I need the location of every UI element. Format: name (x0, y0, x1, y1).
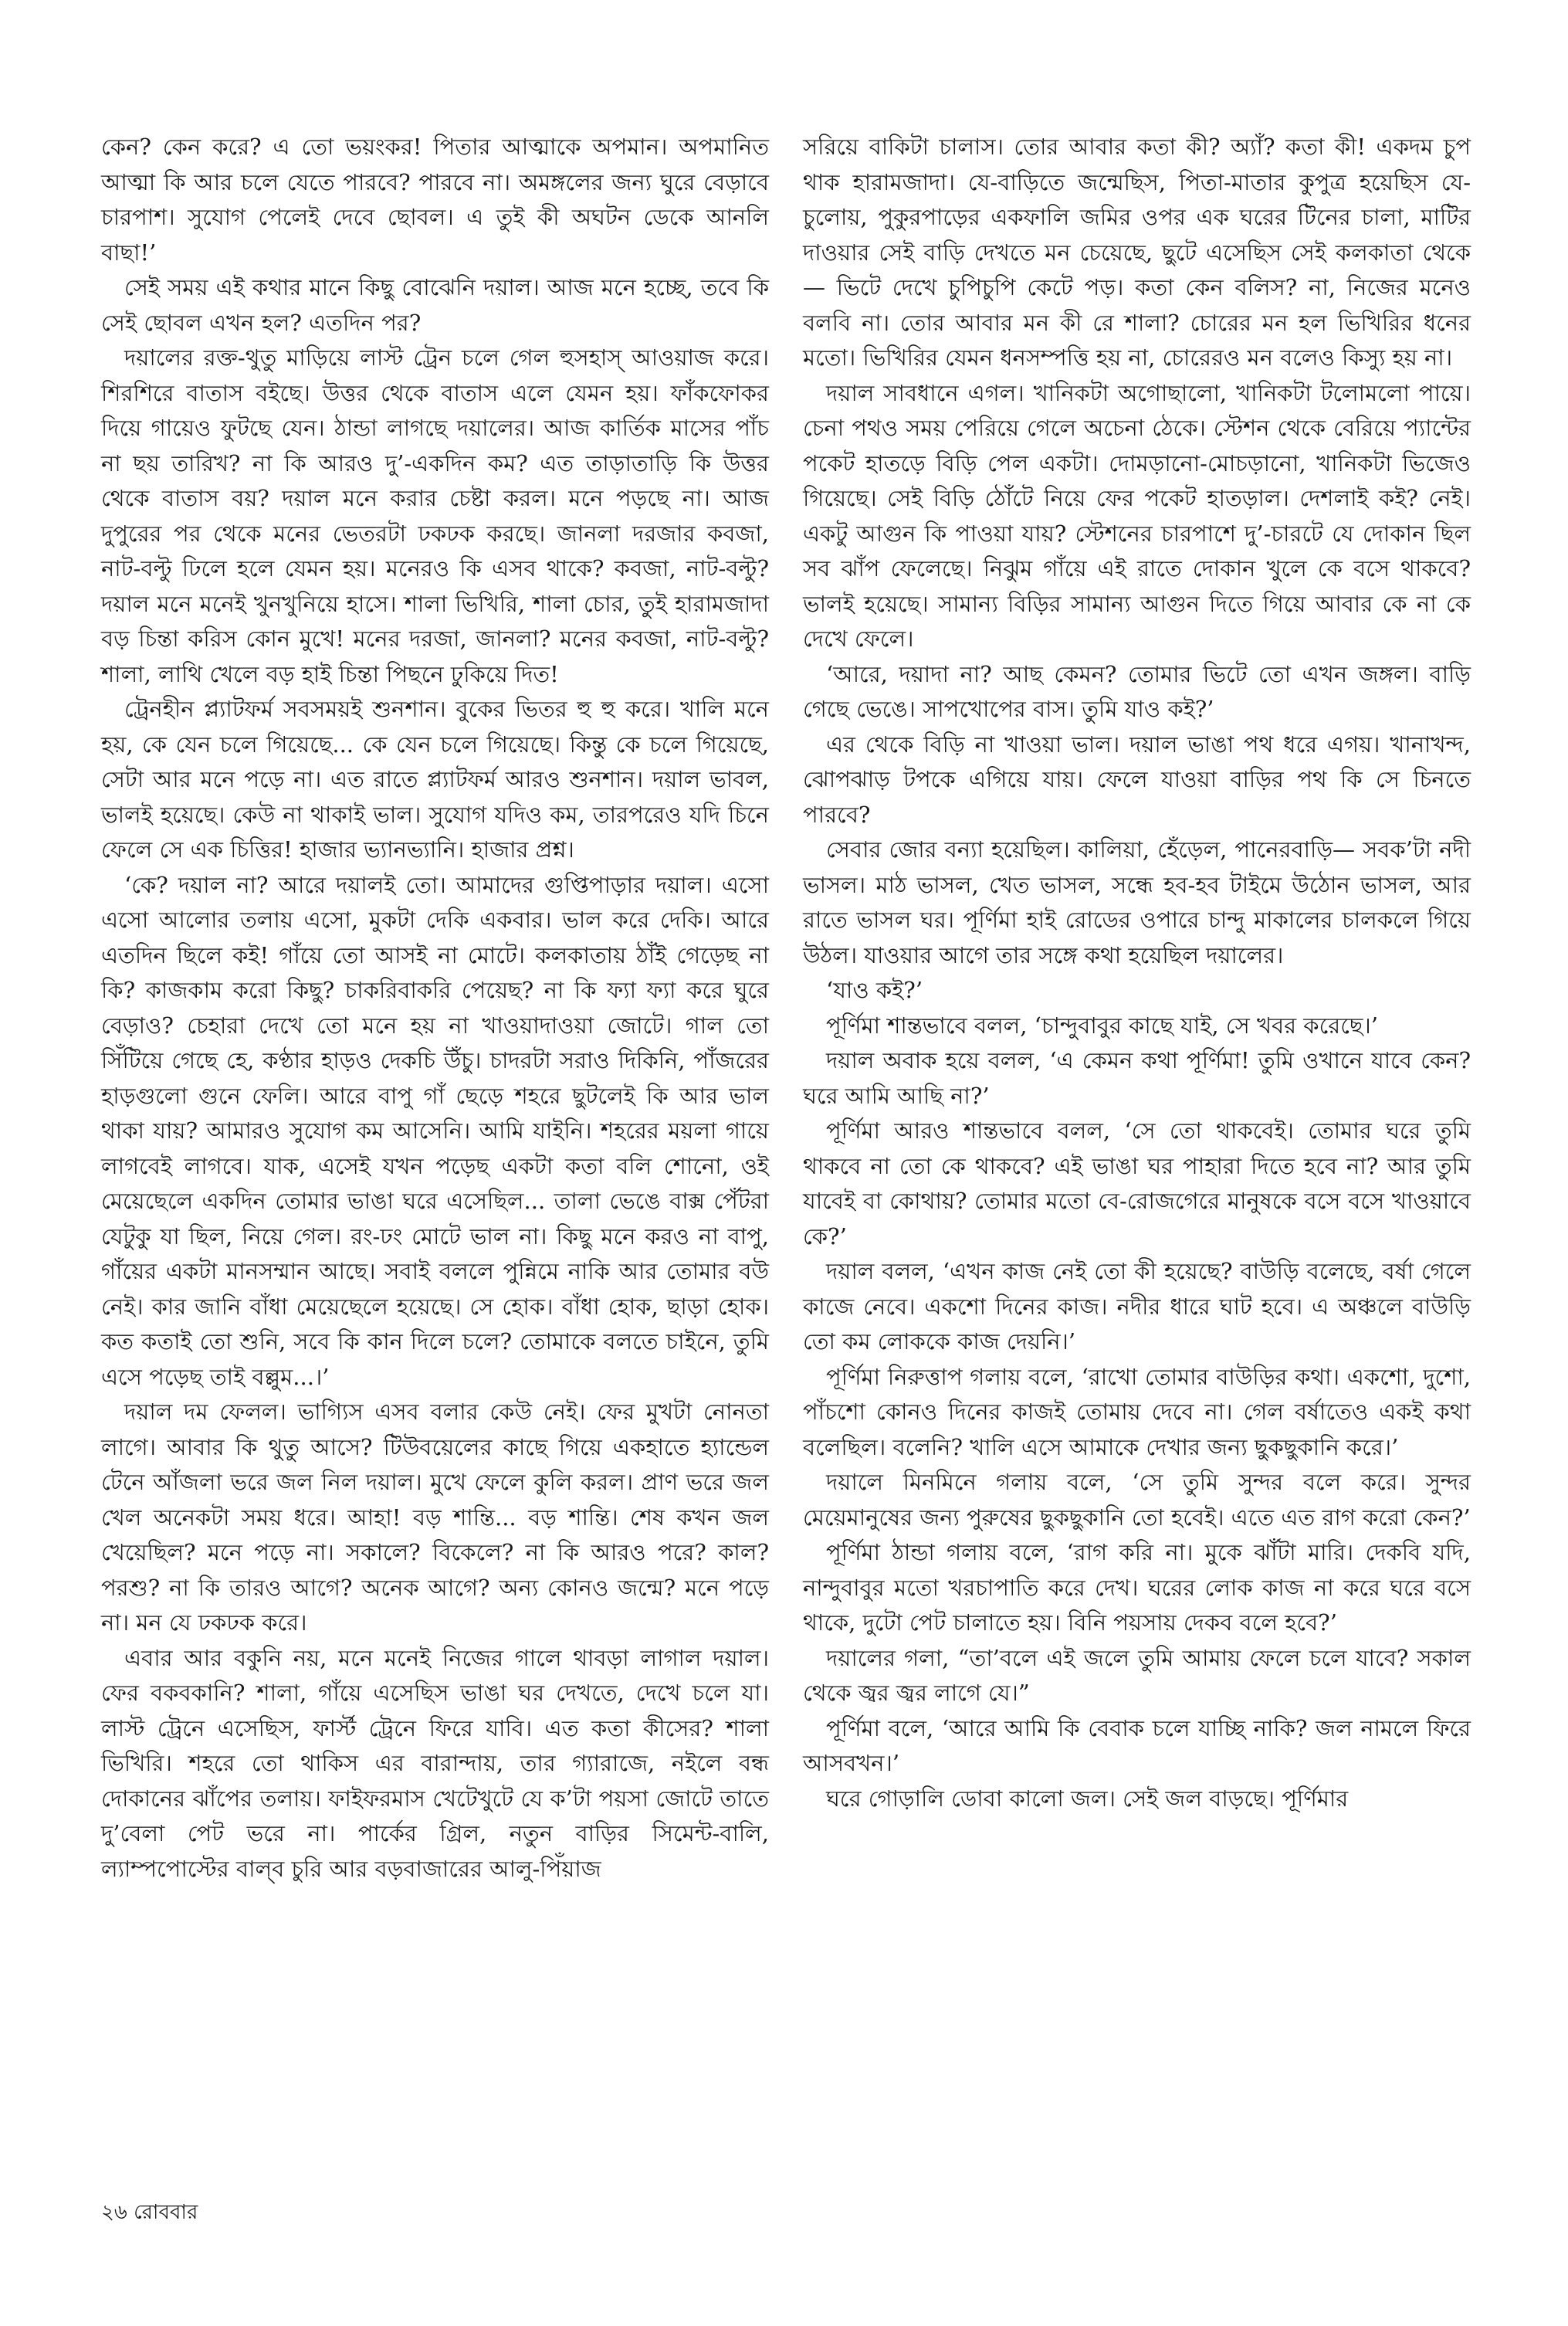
paragraph: দয়ালে মিনমিনে গলায় বলে, ‘সে তুমি সুন্দর বলে করে। সুন্দর মেয়েমানুষের জন্য পুরুষের ছুকছুকানি তো হবেই। এতে এত রাগ করো কেন?’ (803, 1469, 1471, 1531)
paragraph: সেই সময় এই কথার মানে কিছু বোঝেনি দয়াল। আজ মনে হচ্ছে, তবে কি সেই ছোবল এখন হল? এতদিন পর? (101, 274, 769, 336)
right-text-column (803, 130, 1471, 1816)
paragraph: দয়াল অবাক হয়ে বলল, ‘এ কেমন কথা পূর্ণিমা! তুমি ওখানে যাবে কেন? ঘরে আমি আছি না?’ (803, 1047, 1471, 1109)
paragraph: পূর্ণিমা ঠান্ডা গলায় বলে, ‘রাগ করি না। মুকে ঝাঁটা মারি। দেকবি যদি, নান্দুবাবুর মতো খরচাপাতি করে দেখ। ঘরের লোক কাজ না করে ঘরে বসে থাকে, দুটো পেট চালাতে হয়। বিনি পয়সায় দেকব বলে হবে?’ (803, 1539, 1471, 1636)
paragraph: ঘরে গোড়ালি ডোবা কালো জল। সেই জল বাড়ছে। পূর্ণিমার (826, 1785, 1349, 1812)
paragraph: পূর্ণিমা নিরুত্তাপ গলায় বলে, ‘রাখো তোমার বাউড়ির কথা। একশো, দুশো, পাঁচশো কোনও দিনের কাজই তোমায় দেবে না। গেল বর্ষাতেও একই কথা বলেছিল। বলেনি? খালি এসে আমাকে দেখার জন্য ছুকছুকানি করে।’ (803, 1363, 1471, 1460)
paragraph: ‘কে? দয়াল না? আরে দয়ালই তো। আমাদের গুপ্তিপাড়ার দয়াল। এসো এসো আলোর তলায় এসো, মুকটা দেকি একবার। ভাল করে দেকি। আরে এতদিন ছিলে কই! গাঁয়ে তো আসই না মোটে। কলকাতায় ঠাঁই গেড়েছ না কি? কাজকাম করো কিছু? চাকরিবাকরি পেয়েছ? না কি ফ্যা ফ্যা করে ঘুরে বেড়াও? চেহারা দেখে তো মনে হয় না খাওয়াদাওয়া জোটে। গাল তো সিঁটিয়ে গেছে হে, কণ্ঠার হাড়ও দেকচি উঁচু। চাদরটা সরাও দিকিনি, পাঁজরের হাড়গুলো গুনে ফেলি। আরে বাপু গাঁ ছেড়ে শহরে ছুটলেই কি আর ভাল থাকা যায়? আমারও সুযোগ কম আসেনি। আমি যাইনি। শহরের ময়লা গায়ে লাগবেই লাগবে। যাক, এসেই যখন পড়েছ একটা কতা বলি শোনো, ওই মেয়েছেলে একদিন তোমার ভাঙা ঘরে এসেছিল... তালা ভেঙে বাক্স পেঁটরা যেটুকু যা ছিল, নিয়ে গেল। রং-ঢং মোটে ভাল না। কিছু মনে করও না বাপু, গাঁয়ের একটা মানসম্মান আছে। সবাই বললে পুন্নিমে নাকি আর তোমার বউ নেই। কার জানি বাঁধা মেয়েছেলে হয়েছে। সে হোক। বাঁধা হোক, ছাড়া হোক। কত কতাই তো শুনি, সবে কি কান দিলে চলে? তোমাকে বলতে চাইনে, তুমি এসে পড়েছ তাই বল্লুম...।’ (101, 871, 769, 1390)
paragraph: কেন? কেন করে? এ তো ভয়ংকর! পিতার আত্মাকে অপমান। অপমানিত আত্মা কি আর চলে যেতে পারবে? পারবে না। অমঙ্গলের জন্য ঘুরে বেড়াবে চারপাশ। সুযোগ পেলেই দেবে ছোবল। এ তুই কী অঘটন ডেকে আনলি বাছা!’ (101, 134, 769, 266)
left-text-column (101, 130, 769, 1887)
paragraph: দয়াল বলল, ‘এখন কাজ নেই তো কী হয়েছে? বাউড়ি বলেছে, বর্ষা গেলে কাজে নেবে। একশো দিনের কাজ। নদীর ধারে ঘাট হবে। এ অঞ্চলে বাউড়ি তো কম লোককে কাজ দেয়নি।’ (803, 1258, 1471, 1355)
paragraph: দয়াল দম ফেলল। ভাগ্যিস এসব বলার কেউ নেই। ফের মুখটা নোনতা লাগে। আবার কি থুতু আসে? টিউবয়েলের কাছে গিয়ে একহাতে হ্যান্ডেল টেনে আঁজলা ভরে জল নিল দয়াল। মুখে ফেলে কুলি করল। প্রাণ ভরে জল খেল অনেকটা সময় ধরে। আহা! বড় শান্তি... বড় শান্তি। শেষ কখন জল খেয়েছিল? মনে পড়ে না। সকালে? বিকেলে? না কি আরও পরে? কাল? পরশু? না কি তারও আগে? অনেক আগে? অন্য কোনও জন্মে? মনে পড়ে না। মন যে ঢকঢক করে। (101, 1399, 769, 1636)
paragraph: দয়ালের গলা, “তা’বলে এই জলে তুমি আমায় ফেলে চলে যাবে? সকাল থেকে জ্বর জ্বর লাগে যে।” (803, 1644, 1471, 1706)
paragraph: পূর্ণিমা বলে, ‘আরে আমি কি বেবাক চলে যাচ্ছি নাকি? জল নামলে ফিরে আসবখন।’ (803, 1714, 1471, 1776)
paragraph: ট্রেনহীন প্ল্যাটফর্ম সবসময়ই শুনশান। বুকের ভিতর হু হু করে। খালি মনে হয়, কে যেন চলে গিয়েছে... কে যেন চলে গিয়েছে। কিন্তু কে চলে গিয়েছে, সেটা আর মনে পড়ে না। এত রাতে প্ল্যাটফর্ম আরও শুনশান। দয়াল ভাবল, ভালই হয়েছে। কেউ না থাকাই ভাল। সুযোগ যদিও কম, তারপরেও যদি চিনে ফেলে সে এক চিত্তির! হাজার ভ্যানভ্যানি। হাজার প্রশ্ন। (101, 696, 769, 863)
paragraph: পূর্ণিমা আরও শান্তভাবে বলল, ‘সে তো থাকবেই। তোমার ঘরে তুমি থাকবে না তো কে থাকবে? এই ভাঙা ঘর পাহারা দিতে হবে না? আর তুমি যাবেই বা কোথায়? তোমার মতো বে-রোজগেরে মানুষকে বসে বসে খাওয়াবে কে?’ (803, 1117, 1471, 1249)
paragraph: দয়াল সাবধানে এগল। খানিকটা অগোছালো, খানিকটা টলোমলো পায়ে। চেনা পথও সময় পেরিয়ে গেলে অচেনা ঠেকে। স্টেশন থেকে বেরিয়ে প্যান্টের পকেট হাতড়ে বিড়ি পেল একটা। দোমড়ানো-মোচড়ানো, খানিকটা ভিজেও গিয়েছে। সেই বিড়ি ঠোঁটে নিয়ে ফের পকেট হাতড়াল। দেশলাই কই? নেই। একটু আগুন কি পাওয়া যায়? স্টেশনের চারপাশে দু’-চারটে যে দোকান ছিল সব ঝাঁপ ফেলেছে। নিঝুম গাঁয়ে এই রাতে দোকান খুলে কে বসে থাকবে? ভালই হয়েছে। সামান্য বিড়ির সামান্য আগুন দিতে গিয়ে আবার কে না কে দেখে ফেলে। (803, 379, 1471, 652)
paragraph: এবার আর বকুনি নয়, মনে মনেই নিজের গালে থাবড়া লাগাল দয়াল। ফের বকবকানি? শালা, গাঁয়ে এসেছিস ভাঙা ঘর দেখতে, দেখে চলে যা। লাস্ট ট্রেনে এসেছিস, ফার্স্ট ট্রেনে ফিরে যাবি। এত কতা কীসের? শালা ভিখিরি। শহরে তো থাকিস এর বারান্দায়, তার গ্যারাজে, নইলে বন্ধ দোকানের ঝাঁপের তলায়। ফাইফরমাস খেটেখুটে যে ক’টা পয়সা জোটে তাতে দু’বেলা পেট ভরে না। পার্কের গ্রিল, নতুন বাড়ির সিমেন্ট-বালি, ল্যাম্পপোস্টের বাল্‌ব চুরি আর বড়বাজারের আলু-পিঁয়াজ (101, 1644, 769, 1882)
paragraph: দয়ালের রক্ত-থুতু মাড়িয়ে লাস্ট ট্রেন চলে গেল হুসহাস্ আওয়াজ করে। শিরশিরে বাতাস বইছে। উত্তর থেকে বাতাস এলে যেমন হয়। ফাঁকফোকর দিয়ে গায়েও ফুটছে যেন। ঠান্ডা লাগছে দয়ালের। আজ কার্তিক মাসের পাঁচ না ছয় তারিখ? না কি আরও দু’-একদিন কম? এত তাড়াতাড়ি কি উত্তর থেকে বাতাস বয়? দয়াল মনে করার চেষ্টা করল। মনে পড়ছে না। আজ দুপুরের পর থেকে মনের ভেতরটা ঢকঢক করছে। জানলা দরজার কবজা, নাট-বল্টু ঢিলে হলে যেমন হয়। মনেরও কি এসব থাকে? কবজা, নাট-বল্টু? দয়াল মনে মনেই খুনখুনিয়ে হাসে। শালা ভিখিরি, শালা চোর, তুই হারামজাদা বড় চিন্তা করিস কোন মুখে! মনের দরজা, জানলা? মনের কবজা, নাট-বল্টু? শালা, লাথি খেলে বড় হাই চিন্তা পিছনে ঢুকিয়ে দিত! (101, 344, 769, 687)
page-folio: ২৬ রোববার (101, 2201, 198, 2224)
paragraph: এর থেকে বিড়ি না খাওয়া ভাল। দয়াল ভাঙা পথ ধরে এগয়। খানাখন্দ, ঝোপঝাড় টপকে এগিয়ে যায়। ফেলে যাওয়া বাড়ির পথ কি সে চিনতে পারবে? (803, 731, 1471, 828)
paragraph: পূর্ণিমা শান্তভাবে বলল, ‘চান্দুবাবুর কাছে যাই, সে খবর করেছে।’ (826, 1012, 1379, 1039)
paragraph: সরিয়ে বাকিটা চালাস। তোর আবার কতা কী? অ্যাঁ? কতা কী! একদম চুপ থাক হারামজাদা। যে-বাড়িতে জন্মেছিস, পিতা-মাতার কুপুত্র হয়েছিস যে-চুলোয়, পুকুরপাড়ের একফালি জমির ওপর এক ঘরের টিনের চালা, মাটির দাওয়ার সেই বাড়ি দেখতে মন চেয়েছে, ছুটে এসেছিস সেই কলকাতা থেকে— ভিটে দেখে চুপিচুপি কেটে পড়। কতা কেন বলিস? না, নিজের মনেও বলবি না। তোর আবার মন কী রে শালা? চোরের মন হল ভিখিরির ধনের মতো। ভিখিরির যেমন ধনসম্পত্তি হয় না, চোরেরও মন বলেও কিস্যু হয় না। (803, 134, 1471, 371)
paragraph: ‘যাও কই?’ (826, 977, 923, 1003)
paragraph: সেবার জোর বন্যা হয়েছিল। কালিয়া, হেঁড়েল, পানেরবাড়ি— সবক’টা নদী ভাসল। মাঠ ভাসল, খেত ভাসল, সন্ধে হব-হব টাইমে উঠোন ভাসল, আর রাতে ভাসল ঘর। পূর্ণিমা হাই রোডের ওপারে চান্দু মাকালের চালকলে গিয়ে উঠল। যাওয়ার আগে তার সঙ্গে কথা হয়েছিল দয়ালের। (803, 836, 1471, 968)
paragraph: ‘আরে, দয়াদা না? আছ কেমন? তোমার ভিটে তো এখন জঙ্গল। বাড়ি গেছে ভেঙে। সাপখোপের বাস। তুমি যাও কই?’ (803, 660, 1471, 722)
